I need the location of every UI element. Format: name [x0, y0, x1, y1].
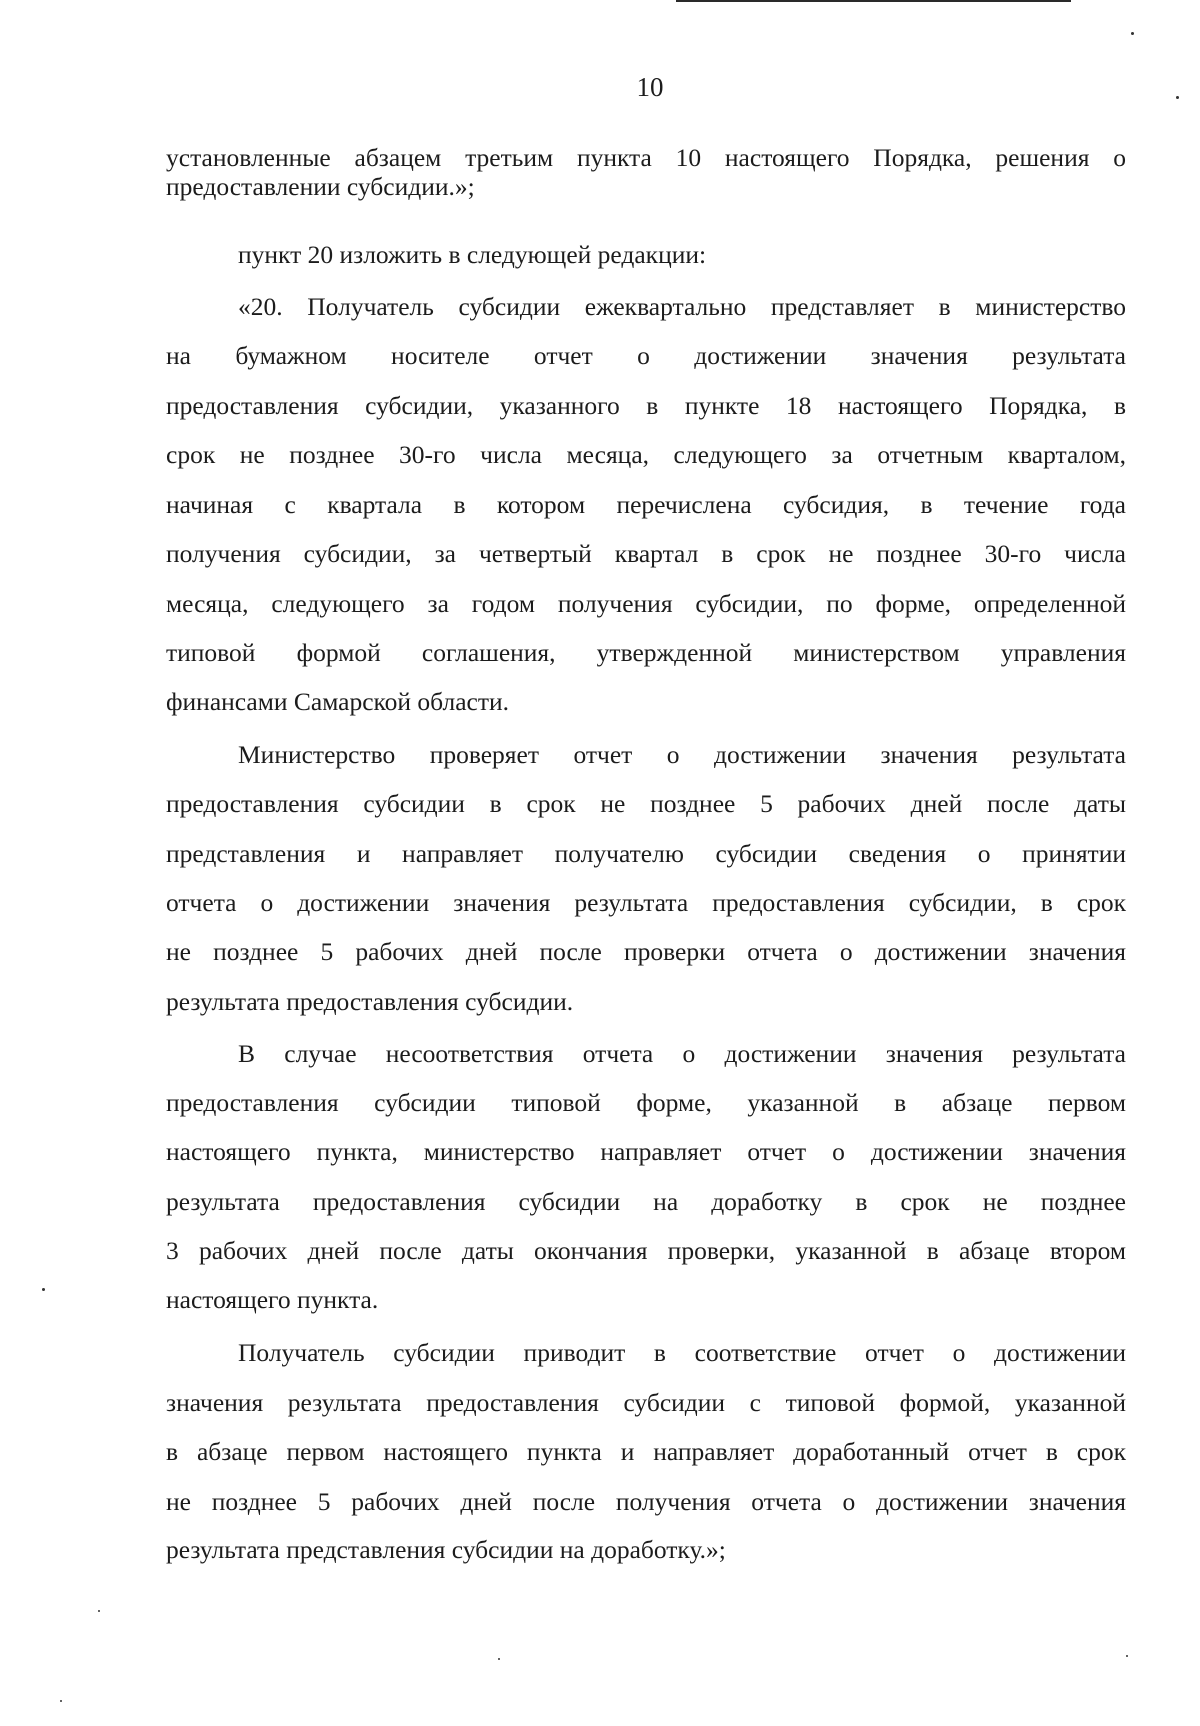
text-line: на бумажном носителе отчет о достижении значения результата: [166, 341, 1126, 370]
scan-speck: [498, 1658, 500, 1660]
text-line: результата предоставления субсидии на доработку в срок не позднее: [166, 1187, 1126, 1216]
text-line: предоставления субсидии типовой форме, указанной в абзаце первом: [166, 1088, 1126, 1117]
text-line: предоставления субсидии в срок не позднее 5 рабочих дней после даты: [166, 789, 1126, 818]
scan-speck: [42, 1288, 45, 1291]
text-line: «20. Получатель субсидии ежеквартально представляет в министерство: [238, 292, 1126, 321]
text-line: предоставления субсидии, указанного в пункте 18 настоящего Порядка, в: [166, 391, 1126, 420]
text-line: не позднее 5 рабочих дней после получения отчета о достижении значения: [166, 1487, 1126, 1516]
text-line: отчета о достижении значения результата предоставления субсидии, в срок: [166, 888, 1126, 917]
text-line: результата представления субсидии на доработку.»;: [166, 1535, 726, 1564]
text-line: типовой формой соглашения, утвержденной министерством управления: [166, 638, 1126, 667]
top-rule: [676, 0, 1071, 2]
text-line: в абзаце первом настоящего пункта и направляет доработанный отчет в срок: [166, 1437, 1126, 1466]
text-line: Министерство проверяет отчет о достижении значения результата: [238, 740, 1126, 769]
text-line: предоставлении субсидии.»;: [166, 172, 475, 201]
text-line: месяца, следующего за годом получения субсидии, по форме, определенной: [166, 589, 1126, 618]
text-line: получения субсидии, за четвертый квартал в срок не позднее 30-го числа: [166, 539, 1126, 568]
text-line: В случае несоответствия отчета о достижении значения результата: [238, 1039, 1126, 1068]
text-line: начиная с квартала в котором перечислена субсидия, в течение года: [166, 490, 1126, 519]
page-number: 10: [636, 72, 664, 102]
text-line: результата предоставления субсидии.: [166, 987, 574, 1016]
text-line: установленные абзацем третьим пункта 10 настоящего Порядка, решения о: [166, 143, 1126, 172]
text-line: представления и направляет получателю субсидии сведения о принятии: [166, 839, 1126, 868]
scan-speck: [1126, 1655, 1128, 1657]
scan-speck: [60, 1700, 62, 1702]
scan-speck: [1131, 32, 1134, 35]
text-line: срок не позднее 30-го числа месяца, следующего за отчетным кварталом,: [166, 440, 1126, 469]
text-line: настоящего пункта.: [166, 1285, 379, 1314]
text-line: 3 рабочих дней после даты окончания проверки, указанной в абзаце втором: [166, 1236, 1126, 1265]
text-line: значения результата предоставления субсидии с типовой формой, указанной: [166, 1388, 1126, 1417]
text-line: финансами Самарской области.: [166, 687, 510, 716]
scan-speck: [1176, 96, 1179, 99]
text-line: Получатель субсидии приводит в соответствие отчет о достижении: [238, 1338, 1126, 1367]
text-line: пункт 20 изложить в следующей редакции:: [238, 240, 707, 269]
text-line: настоящего пункта, министерство направляет отчет о достижении значения: [166, 1137, 1126, 1166]
text-line: не позднее 5 рабочих дней после проверки отчета о достижении значения: [166, 937, 1126, 966]
scan-speck: [98, 1610, 100, 1612]
